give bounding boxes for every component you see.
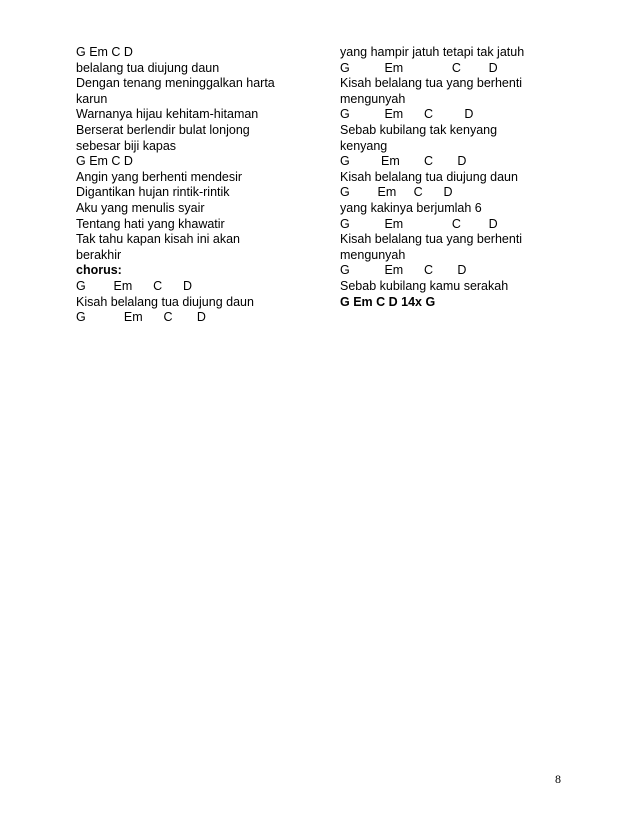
- left-column: [76, 45, 312, 326]
- lyric-line: mengunyah: [340, 91, 406, 106]
- lyric-line: yang hampir jatuh tetapi tak jatuh: [340, 45, 525, 59]
- page-number: 8: [555, 772, 561, 786]
- lyric-line: Tak tahu kapan kisah ini akan: [76, 232, 240, 247]
- lyric-line: G Em C D: [340, 154, 467, 169]
- lyric-line: Kisah belalang tua diujung daun: [76, 294, 254, 309]
- right-column: [340, 45, 560, 310]
- lyric-line: Warnanya hijau kehitam-hitaman: [76, 107, 259, 122]
- lyric-line: G Em C D: [76, 278, 192, 293]
- lyric-line: chorus:: [76, 263, 122, 278]
- lyric-line: Tentang hati yang khawatir: [76, 216, 225, 231]
- lyric-line: G Em C D: [76, 154, 133, 169]
- lyric-line: G Em C D: [76, 45, 133, 59]
- lyric-line: Kisah belalang tua diujung daun: [340, 169, 518, 184]
- lyric-line: mengunyah: [340, 247, 406, 262]
- lyric-line: Berserat berlendir bulat lonjong: [76, 122, 250, 137]
- lyric-line: karun: [76, 91, 108, 106]
- lyric-line: Aku yang menulis syair: [76, 200, 205, 215]
- lyric-line: G Em C D: [76, 310, 206, 325]
- lyric-line: sebesar biji kapas: [76, 138, 177, 153]
- lyric-line: G Em C D: [340, 185, 453, 200]
- lyric-line: Dengan tenang meninggalkan harta: [76, 76, 275, 91]
- lyric-line: G Em C D: [340, 263, 467, 278]
- lyric-line: G Em C D: [340, 216, 498, 231]
- lyric-line: Kisah belalang tua yang berhenti: [340, 232, 523, 247]
- lyric-line: Sebab kubilang kamu serakah: [340, 278, 509, 293]
- lyric-line: yang kakinya berjumlah 6: [340, 200, 482, 215]
- lyric-line: G Em C D 14x G: [340, 294, 436, 309]
- lyric-line: G Em C D: [340, 60, 498, 75]
- lyric-line: belalang tua diujung daun: [76, 60, 220, 75]
- lyric-line: G Em C D: [340, 107, 474, 122]
- lyric-line: berakhir: [76, 247, 122, 262]
- lyric-line: Angin yang berhenti mendesir: [76, 169, 243, 184]
- lyric-line: Digantikan hujan rintik-rintik: [76, 185, 230, 200]
- lyric-line: Kisah belalang tua yang berhenti: [340, 76, 523, 91]
- lyric-line: Sebab kubilang tak kenyang: [340, 122, 498, 137]
- lyric-line: kenyang: [340, 138, 388, 153]
